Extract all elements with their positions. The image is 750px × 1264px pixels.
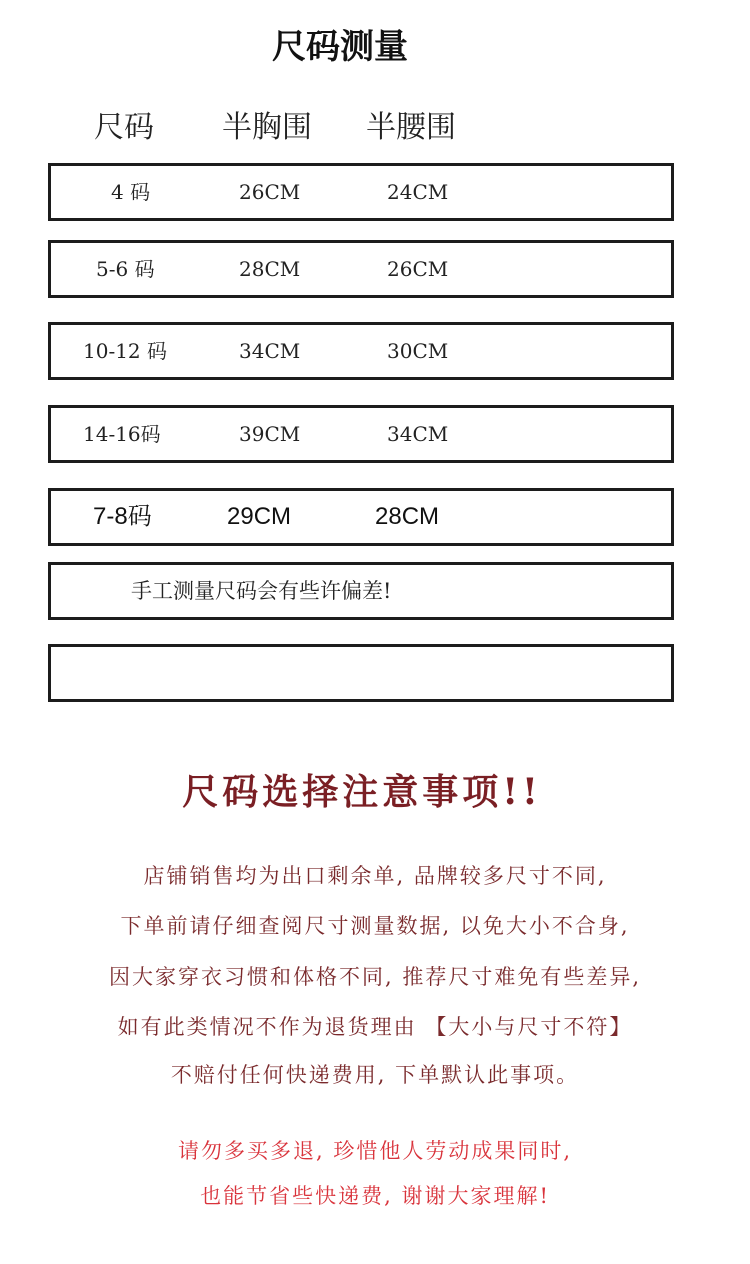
column-header-size: 尺码 bbox=[94, 110, 154, 145]
half-bust-cell: 29CM bbox=[227, 503, 292, 530]
notice-red-line: 也能节省些快递费, 谢谢大家理解! bbox=[200, 1184, 550, 1208]
size-row bbox=[48, 240, 674, 298]
page-title: 尺码测量 bbox=[272, 27, 408, 67]
size-cell: 4 码 bbox=[111, 180, 151, 204]
half-waist-cell: 34CM bbox=[387, 422, 449, 446]
size-row bbox=[48, 488, 674, 546]
column-header-half-bust: 半胸围 bbox=[222, 110, 312, 145]
half-bust-cell: 28CM bbox=[239, 257, 301, 281]
measurement-note: 手工测量尺码会有些许偏差! bbox=[131, 579, 392, 603]
half-bust-cell: 26CM bbox=[239, 180, 301, 204]
size-cell: 10-12 码 bbox=[83, 339, 168, 363]
notice-red-line: 请勿多买多退, 珍惜他人劳动成果同时, bbox=[177, 1139, 573, 1163]
half-waist-cell: 30CM bbox=[387, 339, 449, 363]
half-bust-cell: 39CM bbox=[239, 422, 301, 446]
size-row bbox=[48, 405, 674, 463]
size-cell: 5-6 码 bbox=[96, 257, 155, 281]
notice-line: 如有此类情况不作为退货理由 【大小与尺寸不符】 bbox=[117, 1015, 633, 1039]
size-cell: 14-16码 bbox=[83, 422, 161, 446]
half-waist-cell: 24CM bbox=[387, 180, 449, 204]
empty-row-box bbox=[48, 644, 674, 702]
size-row bbox=[48, 322, 674, 380]
half-waist-cell: 26CM bbox=[387, 257, 449, 281]
column-header-half-waist: 半腰围 bbox=[366, 110, 456, 145]
measurement-note-box bbox=[48, 562, 674, 620]
notice-line: 下单前请仔细查阅尺寸测量数据, 以免大小不合身, bbox=[120, 914, 630, 938]
notice-line: 不赔付任何快递费用, 下单默认此事项。 bbox=[170, 1063, 580, 1087]
notice-line: 因大家穿衣习惯和体格不同, 推荐尺寸难免有些差异, bbox=[108, 965, 642, 989]
notice-title: 尺码选择注意事项!! bbox=[182, 771, 542, 813]
size-row bbox=[48, 163, 674, 221]
half-waist-cell: 28CM bbox=[375, 503, 440, 530]
size-cell: 7-8码 bbox=[93, 503, 152, 530]
notice-line: 店铺销售均为出口剩余单, 品牌较多尺寸不同, bbox=[143, 864, 607, 888]
half-bust-cell: 34CM bbox=[239, 339, 301, 363]
